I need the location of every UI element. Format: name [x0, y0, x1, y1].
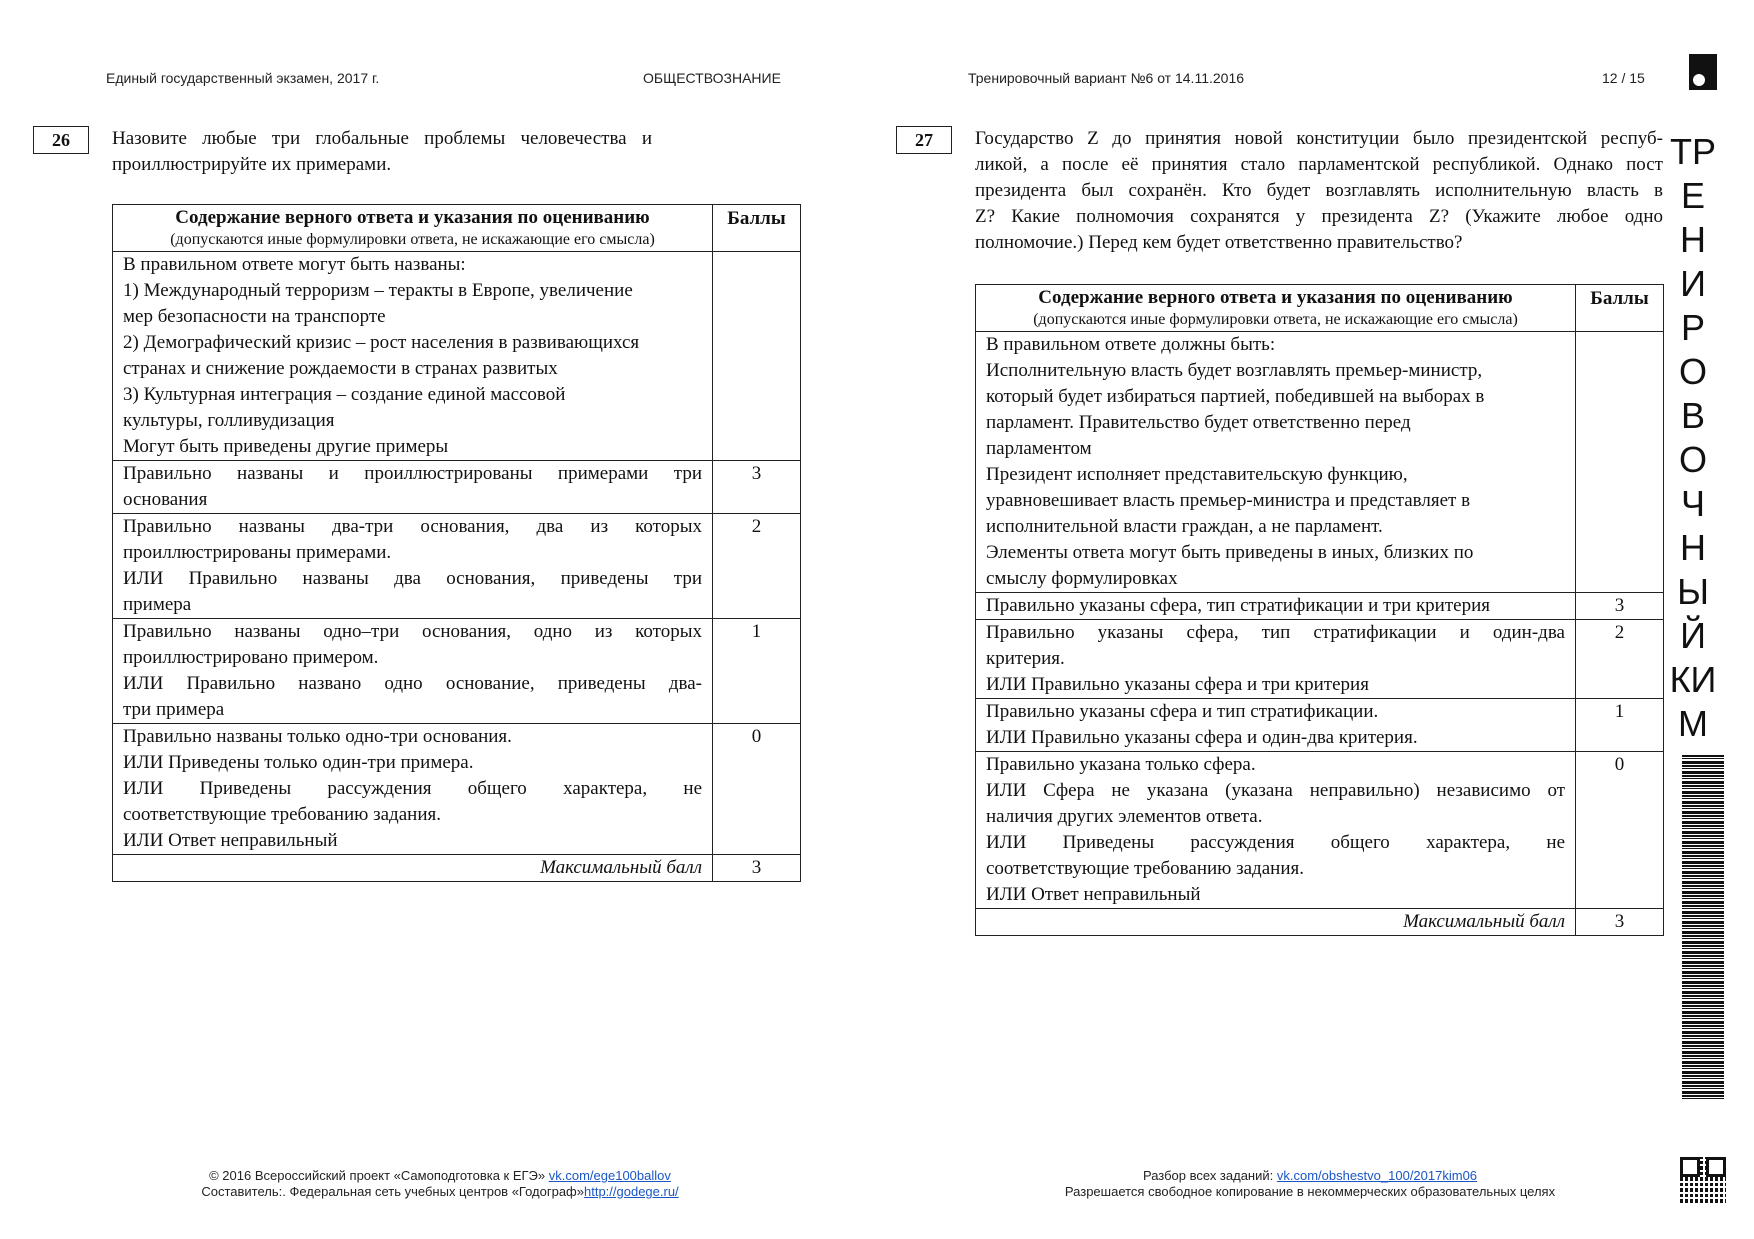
question-26-text	[112, 126, 652, 178]
criteria-text	[976, 620, 1576, 699]
watermark-letter: ТР	[1669, 131, 1716, 172]
criteria-line: Правильно указаны сфера, тип стратификации и один-два	[986, 622, 1565, 643]
criteria-line: ИЛИ Приведены только один-три примера.	[123, 752, 474, 773]
criteria-rows	[113, 461, 801, 855]
answer-line: исполнительной власти граждан, а не парламент.	[986, 516, 1383, 537]
answer-line: 1) Международный терроризм – теракты в Европе, увеличение	[123, 280, 633, 301]
watermark-letter: О	[1678, 439, 1707, 480]
criteria-line: критерия.	[986, 648, 1065, 669]
criteria-text	[976, 699, 1576, 752]
criteria-row	[976, 752, 1664, 909]
criteria-line: соответствующие требованию задания.	[123, 804, 441, 825]
watermark-letter: О	[1678, 351, 1707, 392]
watermark-letter: Н	[1680, 219, 1706, 260]
footer-author-text: Составитель:. Федеральная сеть учебных центров «Годограф»	[201, 1184, 584, 1199]
criteria-points: 1	[713, 619, 801, 724]
answer-line: 3) Культурная интеграция – создание единой массовой	[123, 384, 566, 405]
question-line: Z? Какие полномочия сохранятся у президента Z? (Укажите любое одно	[975, 206, 1663, 227]
answer-line: уравновешивает власть премьер-министра и представляет в	[986, 490, 1471, 511]
question-line: Государство Z до принятия новой конституции было президентской респуб-	[975, 128, 1663, 149]
watermark-letter: КИ	[1669, 659, 1717, 700]
answer-line: который будет избираться партией, победившей на выборах в	[986, 386, 1485, 407]
criteria-line: ИЛИ Приведены рассуждения общего характера, не	[123, 778, 702, 799]
criteria-points: 2	[713, 514, 801, 619]
reference-answer-points	[1576, 332, 1664, 593]
godege-link[interactable]: http://godege.ru/	[583, 1184, 679, 1199]
criteria-text	[976, 593, 1576, 620]
reference-answer-points	[713, 252, 801, 461]
watermark-letter: Н	[1680, 527, 1706, 568]
criteria-text	[113, 514, 713, 619]
watermark-letter: М	[1678, 703, 1708, 744]
criteria-line: ИЛИ Приведены рассуждения общего характера, не	[986, 832, 1565, 853]
criteria-points: 1	[1576, 699, 1664, 752]
criteria-line: примера	[123, 594, 192, 615]
answer-line: странах и снижение рождаемости в странах развитых	[123, 358, 558, 379]
criteria-line: Правильно названы два-три основания, два из которых	[123, 516, 702, 537]
question-number-26: 26	[33, 126, 89, 154]
footer-project-text: © 2016 Всероссийский проект «Самоподготовка к ЕГЭ»	[209, 1168, 549, 1183]
barcode-icon	[1682, 755, 1724, 1100]
max-score-label: Максимальный балл	[976, 909, 1576, 936]
answer-line: парламент. Правительство будет ответственно перед	[986, 412, 1411, 433]
criteria-text	[113, 461, 713, 514]
watermark-letter: Ы	[1677, 571, 1709, 612]
reference-answer	[113, 252, 713, 461]
criteria-row	[976, 620, 1664, 699]
points-header: Баллы	[1576, 285, 1664, 332]
content-header-note: (допускаются иные формулировки ответа, не искажающие его смысла)	[1033, 311, 1518, 328]
criteria-line: ИЛИ Правильно указаны сфера и три критерия	[986, 674, 1369, 695]
criteria-line: ИЛИ Правильно названы два основания, приведены три	[123, 568, 702, 589]
footer-copyright-note: Разрешается свободное копирование в некоммерческих образовательных целях	[1064, 1184, 1556, 1199]
criteria-line: Правильно указаны сфера и тип стратификации.	[986, 701, 1379, 722]
criteria-row	[976, 593, 1664, 620]
criteria-line: наличия других элементов ответа.	[986, 806, 1263, 827]
watermark-letter: И	[1680, 263, 1706, 304]
criteria-line: Правильно названы только одно-три основания.	[123, 726, 512, 747]
criteria-line: ИЛИ Сфера не указана (указана неправильно) независимо от	[986, 780, 1565, 801]
criteria-points: 3	[1576, 593, 1664, 620]
criteria-line: соответствующие требованию задания.	[986, 858, 1304, 879]
content-header-title: Содержание верного ответа и указания по оцениванию	[1038, 287, 1513, 308]
question-line: ликой, а после её принятия стало парламентской республикой. Однако пост	[975, 154, 1663, 175]
criteria-line: основания	[123, 489, 208, 510]
qr-code-icon	[1680, 1157, 1726, 1203]
watermark-letter: Р	[1680, 307, 1705, 348]
footer-analysis-text: Разбор всех заданий:	[1142, 1168, 1277, 1183]
watermark-letter: Ч	[1681, 483, 1705, 524]
criteria-line: Правильно указаны сфера, тип стратификации и три критерия	[986, 595, 1490, 616]
content-header	[113, 205, 713, 252]
subject-title: ОБЩЕСТВОЗНАНИЕ	[643, 70, 781, 86]
criteria-line: ИЛИ Правильно указаны сфера и один-два критерия.	[986, 727, 1418, 748]
footer-right	[1010, 1168, 1610, 1200]
content-header	[976, 285, 1576, 332]
max-score-value: 3	[713, 855, 801, 882]
criteria-line: Правильно указана только сфера.	[986, 754, 1256, 775]
question-line: проиллюстрируйте их примерами.	[112, 154, 392, 175]
max-score-value: 3	[1576, 909, 1664, 936]
criteria-text	[113, 724, 713, 855]
criteria-points: 0	[713, 724, 801, 855]
question-number-27: 27	[896, 126, 952, 154]
answer-line: культуры, голливудизация	[123, 410, 335, 431]
question-line: Назовите любые три глобальные проблемы человечества и	[112, 128, 652, 149]
answer-line: Президент исполняет представительскую функцию,	[986, 464, 1408, 485]
criteria-row	[113, 724, 801, 855]
criteria-line: Правильно названы одно–три основания, одно из которых	[123, 621, 702, 642]
publisher-logo-icon	[1689, 54, 1717, 90]
answer-line: парламентом	[986, 438, 1092, 459]
answer-line: В правильном ответе должны быть:	[986, 334, 1276, 355]
criteria-line: ИЛИ Ответ неправильный	[986, 884, 1201, 905]
answer-table-26	[112, 204, 801, 882]
criteria-points: 0	[1576, 752, 1664, 909]
criteria-line: три примера	[123, 699, 225, 720]
criteria-row	[113, 461, 801, 514]
criteria-text	[113, 619, 713, 724]
points-header: Баллы	[713, 205, 801, 252]
vk-analysis-link[interactable]: vk.com/obshestvo_100/2017kim06	[1276, 1168, 1478, 1183]
question-line: полномочие.) Перед кем будет ответственно правительство?	[975, 232, 1463, 253]
answer-line: Могут быть приведены другие примеры	[123, 436, 449, 457]
answer-line: смыслу формулировках	[986, 568, 1178, 589]
watermark-letter: В	[1680, 395, 1705, 436]
content-header-note: (допускаются иные формулировки ответа, не искажающие его смысла)	[170, 231, 655, 248]
answer-line: Элементы ответа могут быть приведены в иных, близких по	[986, 542, 1474, 563]
answer-line: 2) Демографический кризис – рост населения в развивающихся	[123, 332, 640, 353]
variant-title: Тренировочный вариант №6 от 14.11.2016	[968, 70, 1245, 86]
criteria-row	[976, 699, 1664, 752]
criteria-points: 3	[713, 461, 801, 514]
answer-line: Исполнительную власть будет возглавлять премьер-министр,	[986, 360, 1483, 381]
criteria-line: проиллюстрировано примером.	[123, 647, 379, 668]
watermark-letter: Е	[1680, 175, 1705, 216]
criteria-row	[113, 514, 801, 619]
watermark-letter: Й	[1680, 615, 1706, 656]
footer-left	[150, 1168, 730, 1200]
criteria-line: ИЛИ Правильно названо одно основание, приведены два-	[123, 673, 702, 694]
criteria-text	[976, 752, 1576, 909]
question-line: президента был сохранён. Кто будет возглавлять исполнительную власть в	[975, 180, 1663, 201]
answer-line: В правильном ответе могут быть названы:	[123, 254, 466, 275]
max-score-label: Максимальный балл	[113, 855, 713, 882]
criteria-line: Правильно названы и проиллюстрированы примерами три	[123, 463, 702, 484]
criteria-line: проиллюстрированы примерами.	[123, 542, 392, 563]
answer-table-27	[975, 284, 1664, 936]
answer-line: мер безопасности на транспорте	[123, 306, 386, 327]
exam-title: Единый государственный экзамен, 2017 г.	[106, 70, 380, 86]
content-header-title: Содержание верного ответа и указания по оцениванию	[175, 207, 650, 228]
criteria-rows	[976, 593, 1664, 909]
criteria-points: 2	[1576, 620, 1664, 699]
vk-project-link[interactable]: vk.com/ege100ballov	[548, 1168, 671, 1183]
criteria-line: ИЛИ Ответ неправильный	[123, 830, 338, 851]
page-number: 12 / 15	[1602, 70, 1645, 86]
criteria-row	[113, 619, 801, 724]
reference-answer	[976, 332, 1576, 593]
question-27-text	[975, 126, 1663, 256]
training-watermark	[1668, 130, 1718, 746]
